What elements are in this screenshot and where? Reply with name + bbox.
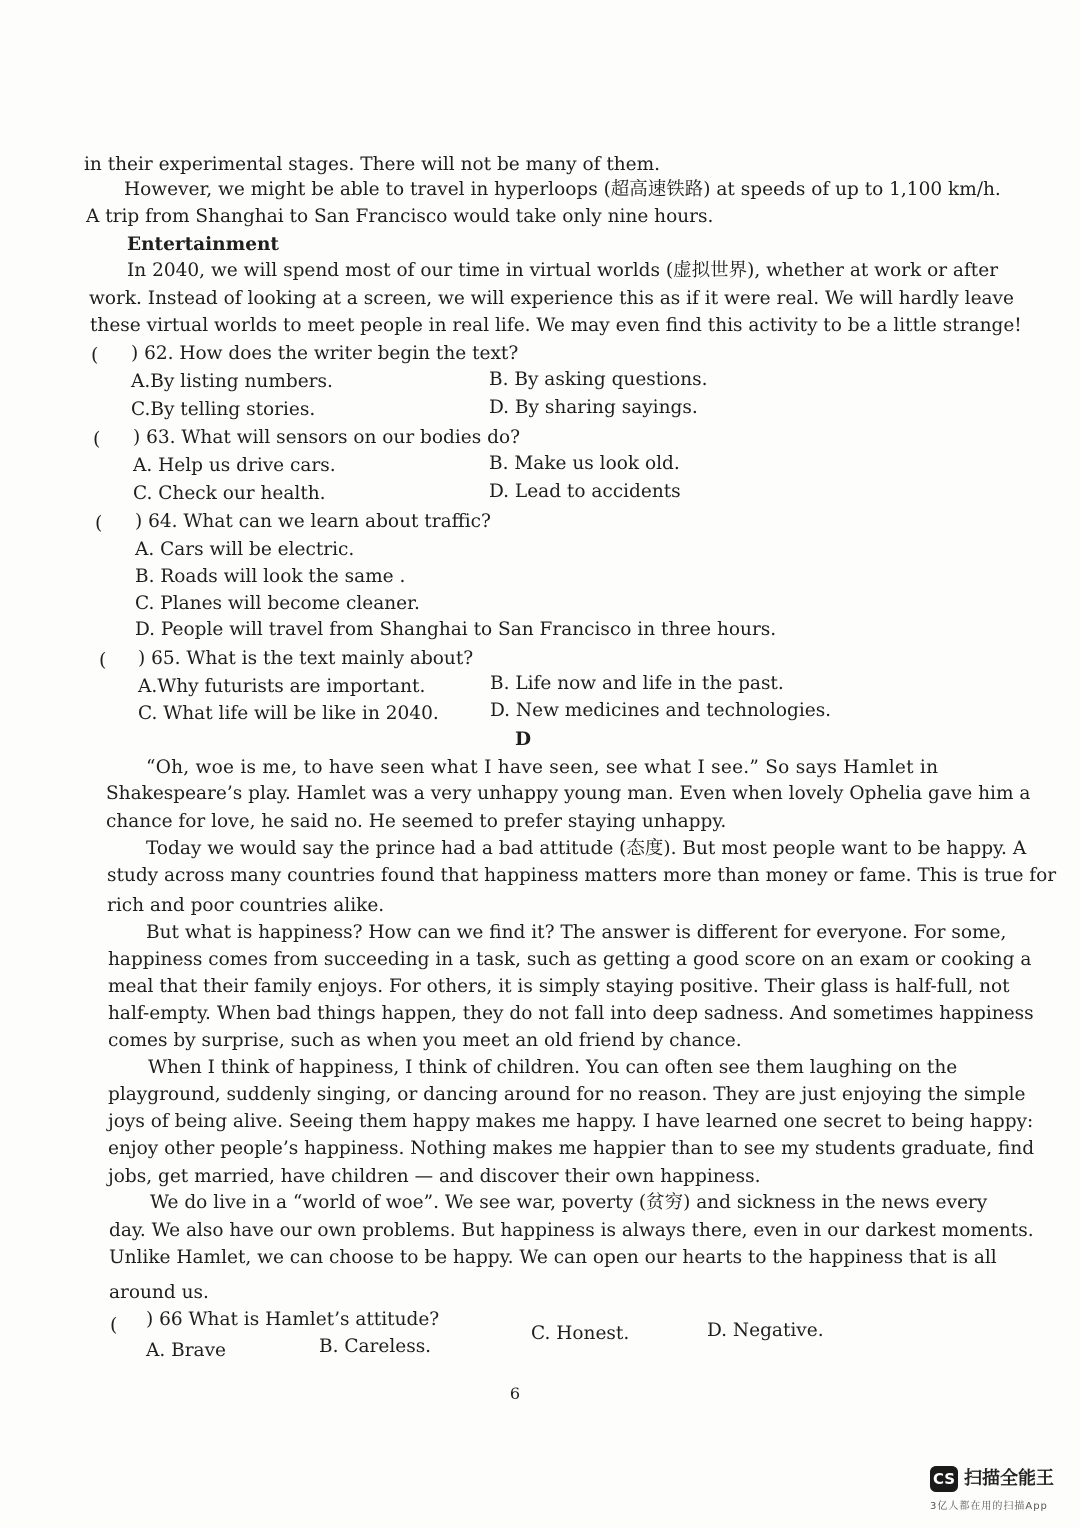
passage-c-line: these virtual worlds to meet people in real life. We may even find this activity to be a little strange!	[90, 315, 1022, 336]
watermark-name: 扫描全能王	[964, 1468, 1054, 1489]
passage-d-line: around us.	[109, 1282, 209, 1303]
question-stem: ) 63. What will sensors on our bodies do?	[133, 427, 521, 448]
option-a: A.Why futurists are important.	[138, 676, 426, 697]
passage-label: D	[514, 729, 532, 750]
option-d: D. New medicines and technologies.	[490, 700, 832, 721]
answer-blank: (	[110, 1314, 118, 1336]
passage-d-line: Today we would say the prince had a bad attitude (态度). But most people want to be happy. A	[146, 838, 1027, 859]
option-a: A. Cars will be electric.	[135, 539, 355, 560]
passage-c-line: However, we might be able to travel in hyperloops (超高速铁路) at speeds of up to 1,100 km/h.	[124, 179, 1001, 200]
option-a: A.By listing numbers.	[131, 371, 333, 392]
option-b: B. Life now and life in the past.	[490, 673, 784, 694]
passage-d-line: meal that their family enjoys. For others, it is simply staying positive. Their glass is half-full, not	[108, 976, 1010, 997]
passage-d-line: half-empty. When bad things happen, they do not fall into deep sadness. And sometimes happiness	[108, 1003, 1034, 1024]
passage-d-line: rich and poor countries alike.	[107, 895, 385, 916]
option-c: C. What life will be like in 2040.	[138, 703, 439, 724]
answer-blank: (	[95, 512, 103, 534]
answer-blank: (	[93, 428, 101, 450]
answer-blank: (	[91, 344, 99, 366]
passage-d-line: But what is happiness? How can we find it? The answer is different for everyone. For some,	[146, 922, 1007, 943]
option-c: C. Honest.	[531, 1323, 630, 1344]
passage-c-line: in their experimental stages. There will not be many of them.	[84, 154, 661, 175]
section-heading: Entertainment	[127, 234, 279, 255]
question-stem: ) 65. What is the text mainly about?	[138, 648, 474, 669]
option-d: D. Negative.	[707, 1320, 824, 1341]
passage-d-line: enjoy other people’s happiness. Nothing makes me happier than to see my students graduate, find	[108, 1138, 1035, 1159]
option-b: B. Roads will look the same .	[135, 566, 406, 587]
option-b: B. Careless.	[319, 1336, 432, 1357]
question-stem: ) 62. How does the writer begin the text?	[131, 343, 519, 364]
question-stem: ) 66 What is Hamlet’s attitude?	[146, 1309, 440, 1330]
passage-d-line: We do live in a “world of woe”. We see war, poverty (贫穷) and sickness in the news every	[150, 1192, 988, 1213]
option-b: B. Make us look old.	[489, 453, 680, 474]
passage-d-line: joys of being alive. Seeing them happy makes me happy. I have learned one secret to being happy:	[108, 1111, 1034, 1132]
passage-d-line: When I think of happiness, I think of children. You can often see them laughing on the	[148, 1057, 958, 1078]
cs-logo-icon: CS	[930, 1466, 958, 1492]
passage-d-line: Unlike Hamlet, we can choose to be happy. We can open our hearts to the happiness that is all	[109, 1247, 997, 1268]
answer-blank: (	[99, 649, 107, 671]
watermark-tagline: 3亿人都在用的扫描App	[930, 1501, 1048, 1512]
passage-d-line: comes by surprise, such as when you meet an old friend by chance.	[108, 1030, 742, 1051]
option-c: C. Check our health.	[133, 483, 326, 504]
option-a: A. Help us drive cars.	[133, 455, 336, 476]
option-a: A. Brave	[146, 1340, 226, 1361]
passage-c-line: In 2040, we will spend most of our time in virtual worlds (虚拟世界), whether at work or after	[127, 260, 999, 281]
question-stem: ) 64. What can we learn about traffic?	[135, 511, 491, 532]
option-c: C.By telling stories.	[131, 399, 316, 420]
passage-d-line: chance for love, he said no. He seemed to prefer staying unhappy.	[106, 811, 727, 832]
passage-d-line: day. We also have our own problems. But happiness is always there, even in our darkest moments.	[109, 1220, 1034, 1241]
option-d: D. People will travel from Shanghai to San Francisco in three hours.	[135, 619, 777, 640]
passage-d-line: playground, suddenly singing, or dancing around for no reason. They are just enjoying the simple	[108, 1084, 1026, 1105]
option-d: D. Lead to accidents	[489, 481, 681, 502]
option-c: C. Planes will become cleaner.	[135, 593, 420, 614]
passage-d-line: happiness comes from succeeding in a task, such as getting a good score on an exam or cooking a	[108, 949, 1032, 970]
passage-d-line: Shakespeare’s play. Hamlet was a very unhappy young man. Even when lovely Ophelia gave him a	[106, 783, 1031, 804]
page-number: 6	[509, 1384, 521, 1403]
passage-c-line: work. Instead of looking at a screen, we will experience this as if it were real. We will hardly leave	[89, 288, 1014, 309]
passage-d-line: study across many countries found that happiness matters more than money or fame. This is true for	[107, 865, 1057, 886]
passage-d-line: “Oh, woe is me, to have seen what I have seen, see what I see.” So says Hamlet in	[146, 757, 939, 778]
scanner-watermark	[930, 1466, 1070, 1514]
option-b: B. By asking questions.	[489, 369, 708, 390]
passage-c-line: A trip from Shanghai to San Francisco would take only nine hours.	[86, 206, 714, 227]
option-d: D. By sharing sayings.	[489, 397, 698, 418]
passage-d-line: jobs, get married, have children — and discover their own happiness.	[108, 1166, 761, 1187]
